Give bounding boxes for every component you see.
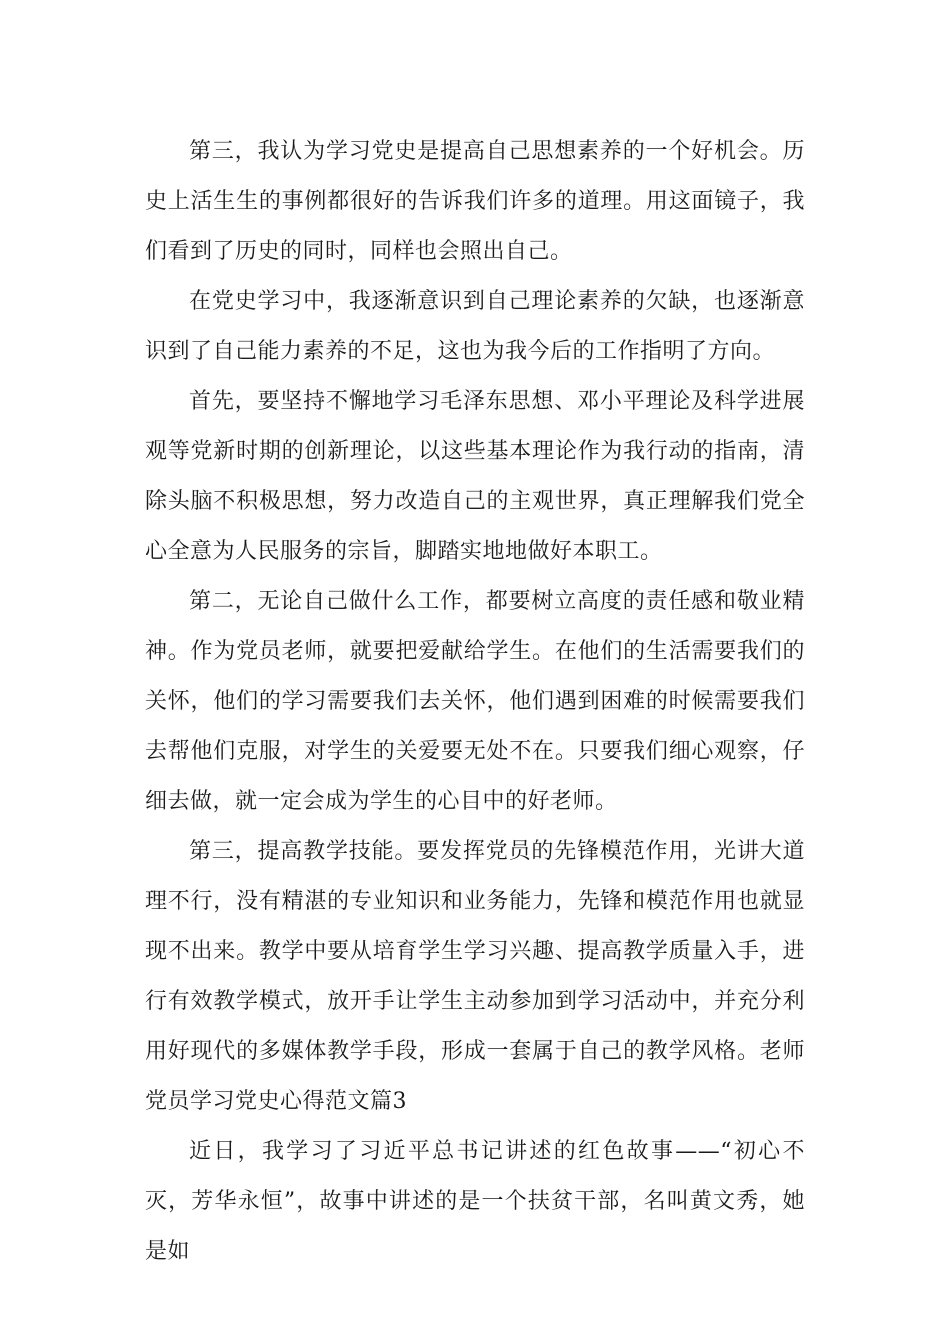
paragraph-3: 首先，要坚持不懈地学习毛泽东思想、邓小平理论及科学进展观等党新时期的创新理论，以这些基本理论作为我行动的指南，清除头脑不积极思想，努力改造自己的主观世界，真正理解我们党全心全意为人民服务的宗旨，脚踏实地地做好本职工。 [145, 389, 805, 564]
paragraph-5: 第三，提高教学技能。要发挥党员的先锋模范作用，光讲大道理不行，没有精湛的专业知识和业务能力，先锋和模范作用也就显现不出来。教学中要从培育学生学习兴趣、提高教学质量入手，进行有效教学模式，放开手让学生主动参加到学习活动中，并充分利用好现代的多媒体教学手段，形成一套属于自己的教学风格。老师党员学习党史心得范文篇3 [145, 839, 805, 1114]
paragraph-4: 第二，无论自己做什么工作，都要树立高度的责任感和敬业精神。作为党员老师，就要把爱献给学生。在他们的生活需要我们的关怀，他们的学习需要我们去关怀，他们遇到困难的时候需要我们去帮他们克服，对学生的关爱要无处不在。只要我们细心观察，仔细去做，就一定会成为学生的心目中的好老师。 [145, 589, 805, 814]
paragraph-1: 第三，我认为学习党史是提高自己思想素养的一个好机会。历史上活生生的事例都很好的告诉我们许多的道理。用这面镜子，我们看到了历史的同时，同样也会照出自己。 [145, 139, 805, 264]
paragraph-2: 在党史学习中，我逐渐意识到自己理论素养的欠缺，也逐渐意识到了自己能力素养的不足，这也为我今后的工作指明了方向。 [145, 289, 805, 364]
paragraph-6: 近日，我学习了习近平总书记讲述的红色故事——“初心不灭，芳华永恒”，故事中讲述的是一个扶贫干部，名叫黄文秀，她是如 [145, 1139, 805, 1264]
document-body [145, 127, 805, 1277]
